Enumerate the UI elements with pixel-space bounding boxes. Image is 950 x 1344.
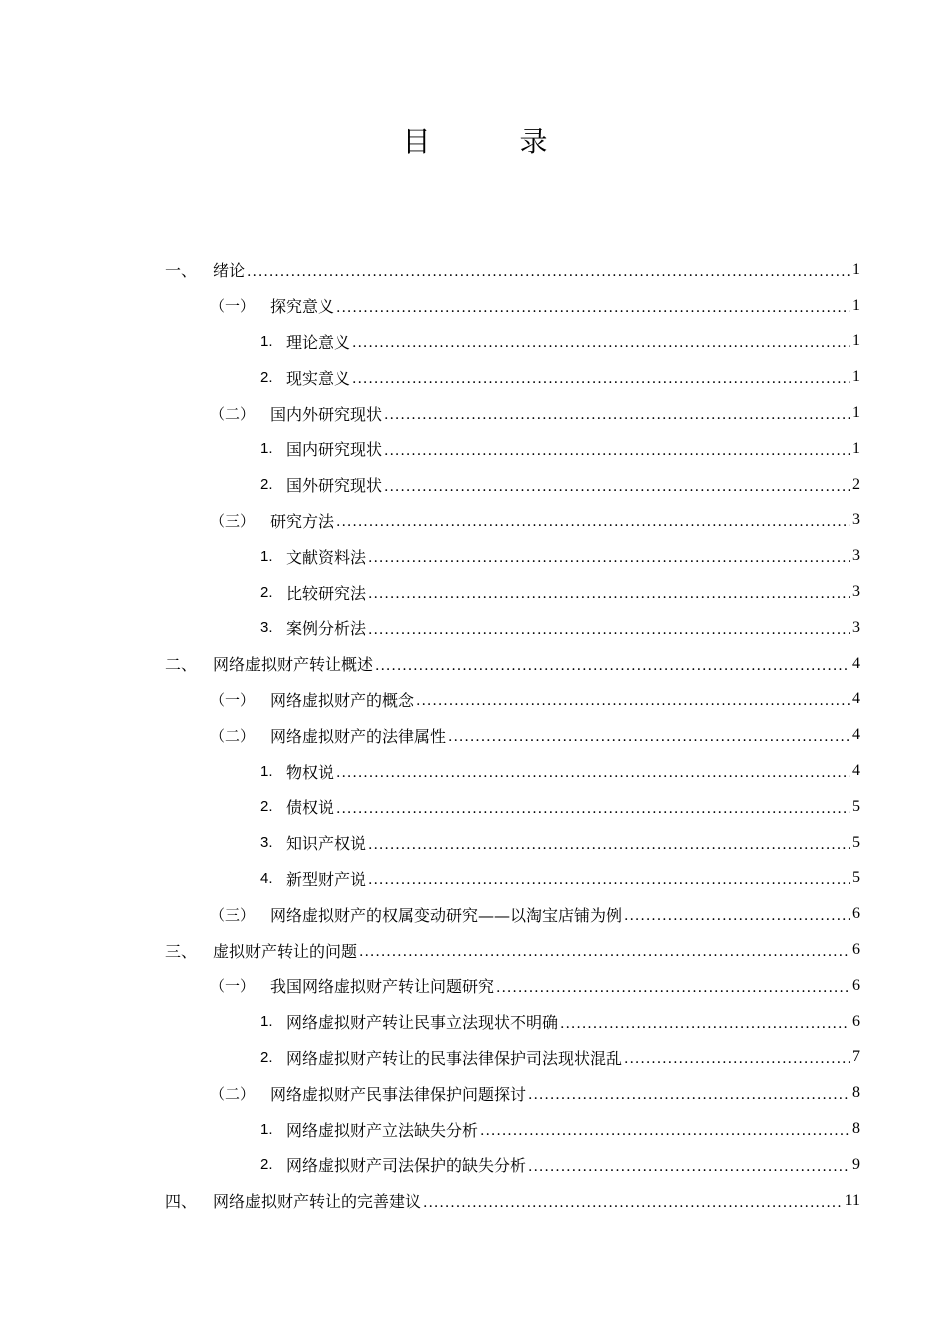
toc-entry-number: 2. xyxy=(260,368,273,386)
toc-entry[interactable] xyxy=(165,646,860,682)
toc-leader-dots xyxy=(336,801,850,817)
toc-entry[interactable] xyxy=(165,1075,860,1111)
toc-entry[interactable] xyxy=(165,682,860,718)
toc-entry[interactable] xyxy=(165,1004,860,1040)
toc-entry-label: 新型财产说 xyxy=(286,869,367,889)
toc-entry-page-number: 3 xyxy=(852,618,860,636)
toc-leader-dots xyxy=(368,550,850,566)
toc-leader-dots xyxy=(384,443,850,459)
toc-entry[interactable] xyxy=(165,825,860,861)
toc-entry-label: 网络虚拟财产民事法律保护问题探讨 xyxy=(270,1084,527,1104)
toc-entry-page-number: 1 xyxy=(852,439,860,457)
toc-entry-page-number: 1 xyxy=(852,368,860,386)
toc-entry-label: 探究意义 xyxy=(270,297,335,317)
toc-entry-label: 网络虚拟财产立法缺失分析 xyxy=(286,1120,479,1140)
toc-entry-page-number: 7 xyxy=(852,1048,860,1066)
toc-entry-page-number: 5 xyxy=(852,797,860,815)
toc-entry-label: 网络虚拟财产转让概述 xyxy=(213,655,374,675)
toc-entry-page-number: 1 xyxy=(852,260,860,278)
toc-entry[interactable] xyxy=(165,252,860,288)
toc-entry-label: 知识产权说 xyxy=(286,834,367,854)
toc-entry-label: 文献资料法 xyxy=(286,547,367,567)
toc-entry[interactable] xyxy=(165,538,860,574)
toc-entry-page-number: 6 xyxy=(852,1012,860,1030)
toc-leader-dots xyxy=(496,980,850,996)
toc-leader-dots xyxy=(368,872,850,888)
toc-entry-number: 四、 xyxy=(165,1192,198,1212)
toc-entry-label: 比较研究法 xyxy=(286,583,367,603)
toc-entry-number: （一） xyxy=(210,977,256,996)
toc-entry-number: 2. xyxy=(260,798,273,816)
toc-entry-page-number: 6 xyxy=(852,976,860,994)
toc-entry[interactable] xyxy=(165,753,860,789)
toc-leader-dots xyxy=(352,335,850,351)
toc-leader-dots xyxy=(368,622,850,638)
toc-leader-dots xyxy=(528,1159,850,1175)
toc-entry-label: 网络虚拟财产的法律属性 xyxy=(270,726,447,746)
toc-entry[interactable] xyxy=(165,1183,860,1219)
toc-entry-number: 2. xyxy=(260,1048,273,1066)
toc-leader-dots xyxy=(336,765,850,781)
toc-entry-page-number: 6 xyxy=(852,905,860,923)
toc-entry[interactable] xyxy=(165,574,860,610)
toc-entry-label: 网络虚拟财产的概念 xyxy=(270,690,415,710)
toc-entry-number: 1. xyxy=(260,332,273,350)
toc-entry-label: 虚拟财产转让的问题 xyxy=(213,941,358,961)
toc-entry-number: 1. xyxy=(260,762,273,780)
toc-entry-page-number: 8 xyxy=(852,1120,860,1138)
toc-entry-number: （二） xyxy=(210,726,256,745)
toc-entry-page-number: 8 xyxy=(852,1084,860,1102)
toc-leader-dots xyxy=(624,1051,850,1067)
toc-entry-page-number: 2 xyxy=(852,475,860,493)
toc-entry-label: 我国网络虚拟财产转让问题研究 xyxy=(270,977,495,997)
toc-entry[interactable] xyxy=(165,395,860,431)
toc-entry[interactable] xyxy=(165,503,860,539)
toc-entry[interactable] xyxy=(165,324,860,360)
toc-leader-dots xyxy=(336,300,850,316)
toc-entry-number: 一、 xyxy=(165,261,198,281)
toc-entry[interactable] xyxy=(165,968,860,1004)
toc-entry-page-number: 9 xyxy=(852,1155,860,1173)
toc-leader-dots xyxy=(384,479,850,495)
toc-entry-page-number: 3 xyxy=(852,583,860,601)
toc-entry[interactable] xyxy=(165,1147,860,1183)
toc-entry-number: 1. xyxy=(260,1120,273,1138)
page-title: 目 录 xyxy=(402,125,588,158)
toc-entry-label: 绪论 xyxy=(213,261,246,281)
toc-entry-label: 国外研究现状 xyxy=(286,476,383,496)
toc-entry[interactable] xyxy=(165,1040,860,1076)
toc-entry-page-number: 1 xyxy=(852,404,860,422)
toc-entry-number: （二） xyxy=(210,1084,256,1103)
toc-entry-label: 国内研究现状 xyxy=(286,440,383,460)
toc-leader-dots xyxy=(624,908,850,924)
toc-entry-label: 案例分析法 xyxy=(286,619,367,639)
toc-entry[interactable] xyxy=(165,431,860,467)
toc-entry-number: （一） xyxy=(210,690,256,709)
toc-leader-dots xyxy=(480,1123,850,1139)
toc-entry-label: 网络虚拟财产的权属变动研究——以淘宝店铺为例 xyxy=(270,905,623,925)
toc-entry-page-number: 5 xyxy=(852,833,860,851)
toc-entry-label: 网络虚拟财产转让的完善建议 xyxy=(213,1192,422,1212)
toc-entry-number: 3. xyxy=(260,834,273,852)
toc-leader-dots xyxy=(336,514,850,530)
toc-entry-page-number: 4 xyxy=(852,654,860,672)
toc-entry-number: 3. xyxy=(260,619,273,637)
toc-entry-number: 三、 xyxy=(165,941,198,961)
toc-leader-dots xyxy=(423,1195,843,1211)
toc-entry-number: （一） xyxy=(210,297,256,316)
toc-entry-page-number: 6 xyxy=(852,941,860,959)
toc-entry-number: 1. xyxy=(260,440,273,458)
toc-entry-number: 4. xyxy=(260,869,273,887)
toc-entry[interactable] xyxy=(165,932,860,968)
toc-entry[interactable] xyxy=(165,896,860,932)
toc-entry-label: 现实意义 xyxy=(286,368,351,388)
toc-leader-dots xyxy=(247,264,850,280)
toc-entry-label: 理论意义 xyxy=(286,332,351,352)
toc-entry-page-number: 5 xyxy=(852,869,860,887)
toc-entry-label: 网络虚拟财产转让民事立法现状不明确 xyxy=(286,1013,559,1033)
toc-leader-dots xyxy=(375,658,850,674)
toc-leader-dots xyxy=(352,371,850,387)
toc-entry-number: 2. xyxy=(260,583,273,601)
toc-entry-number: 1. xyxy=(260,547,273,565)
toc-entry-number: （二） xyxy=(210,404,256,423)
toc-entry-page-number: 11 xyxy=(844,1191,860,1209)
toc-entry-page-number: 3 xyxy=(852,511,860,529)
toc-entry-label: 国内外研究现状 xyxy=(270,404,383,424)
toc-entry-number: 2. xyxy=(260,1156,273,1174)
toc-entry[interactable] xyxy=(165,467,860,503)
toc-entry[interactable] xyxy=(165,610,860,646)
toc-entry-page-number: 4 xyxy=(852,690,860,708)
toc-leader-dots xyxy=(528,1087,850,1103)
toc-entry[interactable] xyxy=(165,789,860,825)
toc-entry-label: 债权说 xyxy=(286,798,335,818)
table-of-contents xyxy=(165,252,860,1219)
toc-leader-dots xyxy=(416,693,850,709)
toc-entry[interactable] xyxy=(165,359,860,395)
toc-entry-label: 物权说 xyxy=(286,762,335,782)
toc-entry-page-number: 4 xyxy=(852,762,860,780)
toc-entry-label: 网络虚拟财产转让的民事法律保护司法现状混乱 xyxy=(286,1048,623,1068)
toc-entry-number: 1. xyxy=(260,1013,273,1031)
toc-entry-label: 研究方法 xyxy=(270,511,335,531)
toc-entry[interactable] xyxy=(165,717,860,753)
toc-entry-page-number: 4 xyxy=(852,726,860,744)
toc-leader-dots xyxy=(560,1016,850,1032)
toc-leader-dots xyxy=(448,729,850,745)
toc-entry-number: 2. xyxy=(260,476,273,494)
toc-leader-dots xyxy=(384,407,850,423)
toc-entry-number: 二、 xyxy=(165,655,198,675)
toc-entry[interactable] xyxy=(165,861,860,897)
toc-entry-page-number: 1 xyxy=(852,296,860,314)
toc-entry-page-number: 3 xyxy=(852,547,860,565)
toc-entry[interactable] xyxy=(165,288,860,324)
toc-entry-number: （三） xyxy=(210,511,256,530)
toc-entry-label: 网络虚拟财产司法保护的缺失分析 xyxy=(286,1156,527,1176)
toc-leader-dots xyxy=(368,586,850,602)
toc-entry-number: （三） xyxy=(210,905,256,924)
toc-leader-dots xyxy=(359,944,850,960)
toc-leader-dots xyxy=(368,837,850,853)
toc-entry-page-number: 1 xyxy=(852,332,860,350)
toc-entry[interactable] xyxy=(165,1111,860,1147)
